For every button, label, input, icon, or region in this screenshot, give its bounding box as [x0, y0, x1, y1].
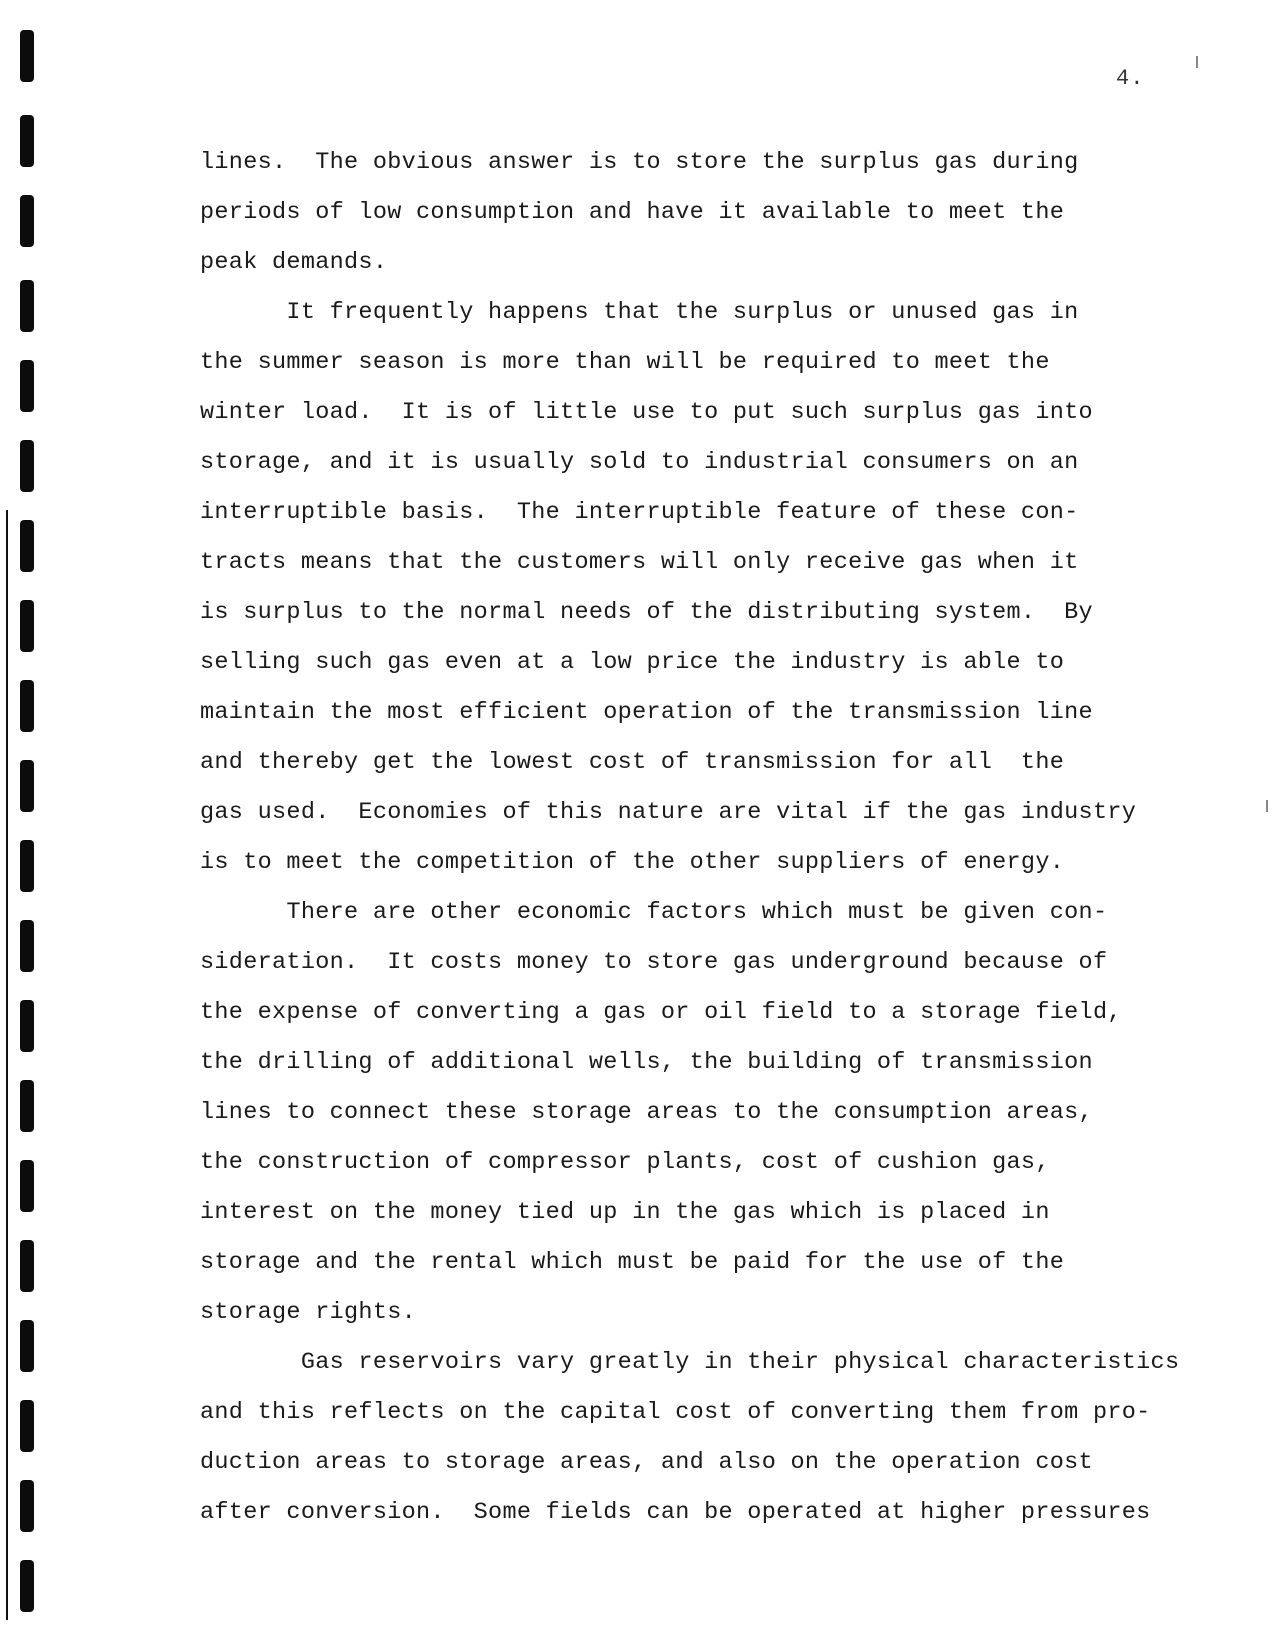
binding-mark — [20, 280, 34, 332]
text-line: the construction of compressor plants, cost of cushion gas, — [200, 1149, 1050, 1176]
binding-mark — [20, 1240, 34, 1292]
text-line: duction areas to storage areas, and also on the operation cost — [200, 1449, 1093, 1476]
binding-mark — [20, 1000, 34, 1052]
binding-mark — [20, 1160, 34, 1212]
text-line: sideration. It costs money to store gas underground because of — [200, 949, 1108, 976]
text-line: gas used. Economies of this nature are vital if the gas industry — [200, 799, 1137, 826]
left-margin-rule — [6, 510, 8, 1620]
text-line: winter load. It is of little use to put such surplus gas into — [200, 399, 1093, 426]
binding-marks — [20, 30, 42, 1620]
text-line: lines. The obvious answer is to store the surplus gas during — [200, 149, 1079, 176]
text-line: storage, and it is usually sold to industrial consumers on an — [200, 449, 1079, 476]
text-line: storage and the rental which must be paid for the use of the — [200, 1249, 1065, 1276]
text-line: and thereby get the lowest cost of transmission for all the — [200, 749, 1065, 776]
binding-mark — [20, 840, 34, 892]
binding-mark — [20, 1400, 34, 1452]
body-text — [200, 138, 1260, 1538]
binding-mark — [20, 360, 34, 412]
binding-mark — [20, 1320, 34, 1372]
text-line: It frequently happens that the surplus or unused gas in — [200, 299, 1079, 326]
binding-mark — [20, 195, 34, 247]
text-line: lines to connect these storage areas to the consumption areas, — [200, 1099, 1093, 1126]
page-number: 4. — [1116, 66, 1145, 91]
binding-mark — [20, 30, 34, 82]
text-line: selling such gas even at a low price the industry is able to — [200, 649, 1065, 676]
text-line: is to meet the competition of the other suppliers of energy. — [200, 849, 1065, 876]
text-line: There are other economic factors which must be given con- — [200, 899, 1108, 926]
scan-speck — [1266, 800, 1268, 812]
binding-mark — [20, 760, 34, 812]
binding-mark — [20, 920, 34, 972]
binding-mark — [20, 1560, 34, 1612]
text-line: the drilling of additional wells, the building of transmission — [200, 1049, 1093, 1076]
text-line: and this reflects on the capital cost of converting them from pro- — [200, 1399, 1151, 1426]
binding-mark — [20, 115, 34, 167]
text-line: is surplus to the normal needs of the distributing system. By — [200, 599, 1093, 626]
text-line: interruptible basis. The interruptible feature of these con- — [200, 499, 1079, 526]
text-line: the summer season is more than will be required to meet the — [200, 349, 1050, 376]
binding-mark — [20, 680, 34, 732]
text-line: interest on the money tied up in the gas which is placed in — [200, 1199, 1050, 1226]
binding-mark — [20, 1080, 34, 1132]
binding-mark — [20, 440, 34, 492]
text-line: peak demands. — [200, 249, 388, 276]
text-line: tracts means that the customers will only receive gas when it — [200, 549, 1079, 576]
binding-mark — [20, 600, 34, 652]
text-line: Gas reservoirs vary greatly in their physical characteristics — [200, 1349, 1180, 1376]
text-line: periods of low consumption and have it available to meet the — [200, 199, 1065, 226]
binding-mark — [20, 520, 34, 572]
text-line: after conversion. Some fields can be operated at higher pressures — [200, 1499, 1151, 1526]
scan-speck — [1196, 56, 1198, 68]
binding-mark — [20, 1480, 34, 1532]
text-line: the expense of converting a gas or oil field to a storage field, — [200, 999, 1122, 1026]
text-line: maintain the most efficient operation of the transmission line — [200, 699, 1093, 726]
text-line: storage rights. — [200, 1299, 417, 1326]
